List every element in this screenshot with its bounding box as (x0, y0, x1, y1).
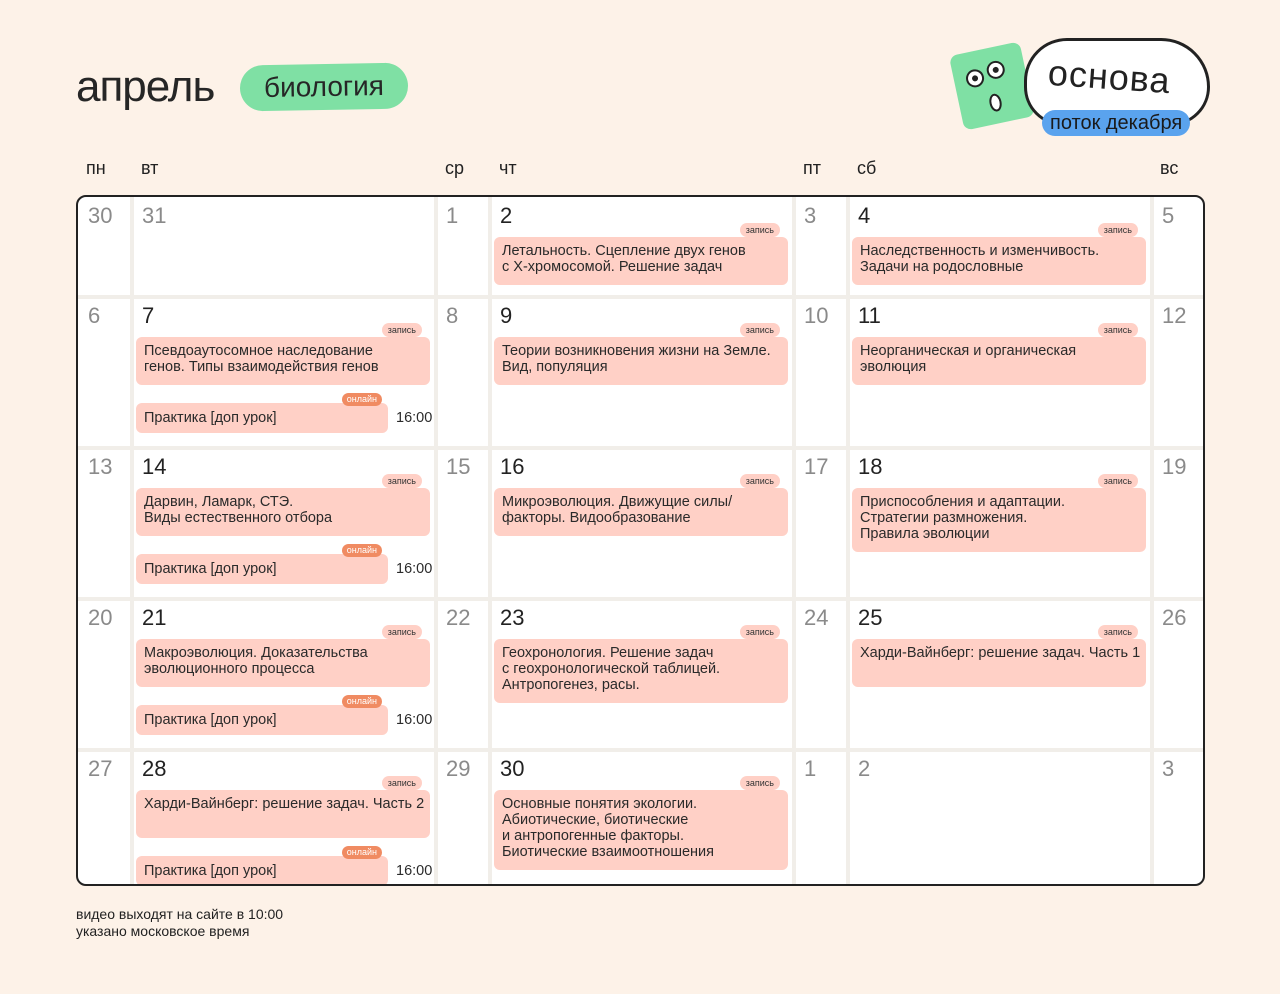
record-badge: запись (1098, 323, 1138, 337)
logo-face-icon (949, 41, 1035, 130)
lesson-card[interactable] (494, 325, 788, 385)
lesson-title: Харди-Вайнберг: решение задач. Часть 2 (144, 796, 425, 812)
lesson-title: Стратегии размножения. (860, 510, 1028, 526)
day-number: 3 (804, 203, 817, 228)
practice-label: Практика [доп урок] (144, 712, 277, 728)
month-title: апрель (76, 62, 215, 111)
lesson-title: Приспособления и адаптации. (860, 494, 1066, 510)
day-number: 30 (500, 756, 525, 781)
day-number: 1 (446, 203, 459, 228)
record-badge: запись (382, 776, 422, 790)
lesson-title: Антропогенез, расы. (502, 677, 640, 693)
grid-divider (1150, 197, 1154, 884)
record-badge: запись (740, 223, 780, 237)
day-number: 3 (1162, 756, 1175, 781)
practice-label: Практика [доп урок] (144, 561, 277, 577)
day-number: 31 (142, 203, 167, 228)
footer-note (76, 906, 283, 940)
day-number: 29 (446, 756, 471, 781)
day-number: 7 (142, 303, 155, 328)
practice-card[interactable] (136, 847, 388, 886)
day-number: 16 (500, 454, 525, 479)
practice-time: 16:00 (396, 863, 433, 879)
logo-word: основа (1046, 51, 1172, 102)
day-number: 9 (500, 303, 513, 328)
practice-time: 16:00 (396, 561, 433, 577)
calendar-grid (76, 195, 1205, 886)
logo-stream-badge: поток декабря (1042, 110, 1190, 136)
day-number: 14 (142, 454, 167, 479)
day-number: 21 (142, 605, 167, 630)
grid-divider (846, 197, 850, 884)
lesson-title: Микроэволюция. Движущие силы/ (502, 494, 733, 510)
lesson-title: Абиотические, биотические (502, 812, 689, 828)
lesson-title: Задачи на родословные (860, 259, 1024, 275)
day-number: 8 (446, 303, 459, 328)
lesson-card[interactable] (494, 778, 788, 870)
lesson-title: Вид, популяция (502, 359, 608, 375)
record-badge: запись (740, 776, 780, 790)
lesson-title: с Х-хромосомой. Решение задач (502, 259, 723, 275)
day-number: 30 (88, 203, 113, 228)
practice-time: 16:00 (396, 712, 433, 728)
lesson-card[interactable] (852, 325, 1146, 385)
grid-divider (130, 197, 134, 884)
practice-label: Практика [доп урок] (144, 410, 277, 426)
grid-divider (792, 197, 796, 884)
record-badge: запись (740, 625, 780, 639)
practice-card[interactable] (136, 696, 388, 735)
lesson-card[interactable] (852, 225, 1146, 285)
day-number: 26 (1162, 605, 1187, 630)
day-number: 11 (858, 303, 881, 328)
practice-time: 16:00 (396, 410, 433, 426)
day-number: 25 (858, 605, 883, 630)
record-badge: запись (740, 474, 780, 488)
lesson-title: генов. Типы взаимодействия генов (144, 359, 379, 375)
grid-divider (78, 597, 1203, 601)
lesson-card[interactable] (494, 225, 788, 285)
lesson-card[interactable] (494, 627, 788, 703)
day-number: 1 (804, 756, 817, 781)
grid-divider (78, 446, 1203, 450)
lesson-card[interactable] (136, 778, 430, 838)
lesson-title: Основные понятия экологии. (502, 796, 698, 812)
practice-label: Практика [доп урок] (144, 863, 277, 879)
footer-line-2: указано московское время (76, 923, 250, 939)
day-number: 10 (804, 303, 829, 328)
lesson-title: с геохронологической таблицей. (502, 661, 721, 677)
record-badge: запись (382, 323, 422, 337)
record-badge: запись (1098, 625, 1138, 639)
lesson-card[interactable] (852, 627, 1146, 687)
practice-card[interactable] (136, 394, 388, 433)
lesson-title: Летальность. Сцепление двух генов (502, 243, 746, 259)
day-number: 12 (1162, 303, 1187, 328)
lesson-title: Псевдоаутосомное наследование (144, 343, 373, 359)
lesson-title: и антропогенные факторы. (502, 828, 685, 844)
day-number: 19 (1162, 454, 1187, 479)
weekday-tue: вт (141, 158, 159, 178)
day-number: 18 (858, 454, 883, 479)
online-badge: онлайн (342, 695, 382, 708)
record-badge: запись (1098, 474, 1138, 488)
day-number: 23 (500, 605, 525, 630)
lesson-card[interactable] (494, 476, 788, 536)
lesson-card[interactable] (852, 476, 1146, 552)
lesson-card[interactable] (136, 325, 430, 385)
lesson-title: Теории возникновения жизни на Земле. (502, 343, 771, 359)
osnova-logo (950, 34, 1210, 144)
grid-divider (488, 197, 492, 884)
day-number: 17 (804, 454, 829, 479)
lesson-title: эволюционного процесса (144, 661, 315, 677)
grid-divider (78, 295, 1203, 299)
day-number: 6 (88, 303, 101, 328)
lesson-title: факторы. Видообразование (502, 510, 691, 526)
lesson-title: Правила эволюции (860, 526, 990, 542)
lesson-title: Неорганическая и органическая (860, 343, 1077, 359)
subject-badge: биология (240, 63, 409, 112)
record-badge: запись (382, 625, 422, 639)
lesson-title: Геохронология. Решение задач (502, 645, 714, 661)
day-number: 24 (804, 605, 829, 630)
online-badge: онлайн (342, 393, 382, 406)
online-badge: онлайн (342, 544, 382, 557)
lesson-title: Макроэволюция. Доказательства (144, 645, 368, 661)
record-badge: запись (382, 474, 422, 488)
weekday-thu: чт (499, 158, 517, 178)
grid-divider (434, 197, 438, 884)
record-badge: запись (740, 323, 780, 337)
lesson-title: Биотические взаимоотношения (502, 844, 715, 860)
day-number: 2 (500, 203, 513, 228)
day-number: 28 (142, 756, 167, 781)
day-number: 15 (446, 454, 471, 479)
lesson-title: Харди-Вайнберг: решение задач. Часть 1 (860, 645, 1141, 661)
day-number: 5 (1162, 203, 1175, 228)
record-badge: запись (1098, 223, 1138, 237)
day-number: 4 (858, 203, 871, 228)
lesson-title: Виды естественного отбора (144, 510, 333, 526)
day-number: 13 (88, 454, 113, 479)
day-number: 22 (446, 605, 471, 630)
weekday-sun: вс (1160, 158, 1179, 178)
day-number: 2 (858, 756, 871, 781)
day-number: 27 (88, 756, 113, 781)
online-badge: онлайн (342, 846, 382, 859)
footer-line-1: видео выходят на сайте в 10:00 (76, 906, 284, 922)
weekday-mon: пн (86, 158, 106, 178)
weekday-fri: пт (803, 158, 821, 178)
lesson-card[interactable] (136, 476, 430, 536)
weekday-sat: сб (857, 158, 877, 178)
lesson-title: Дарвин, Ламарк, СТЭ. (144, 494, 294, 510)
lesson-title: эволюция (860, 359, 927, 375)
day-number: 20 (88, 605, 113, 630)
weekday-wed: ср (445, 158, 465, 178)
practice-card[interactable] (136, 545, 388, 584)
grid-divider (78, 748, 1203, 752)
lesson-card[interactable] (136, 627, 430, 687)
lesson-title: Наследственность и изменчивость. (860, 243, 1100, 259)
